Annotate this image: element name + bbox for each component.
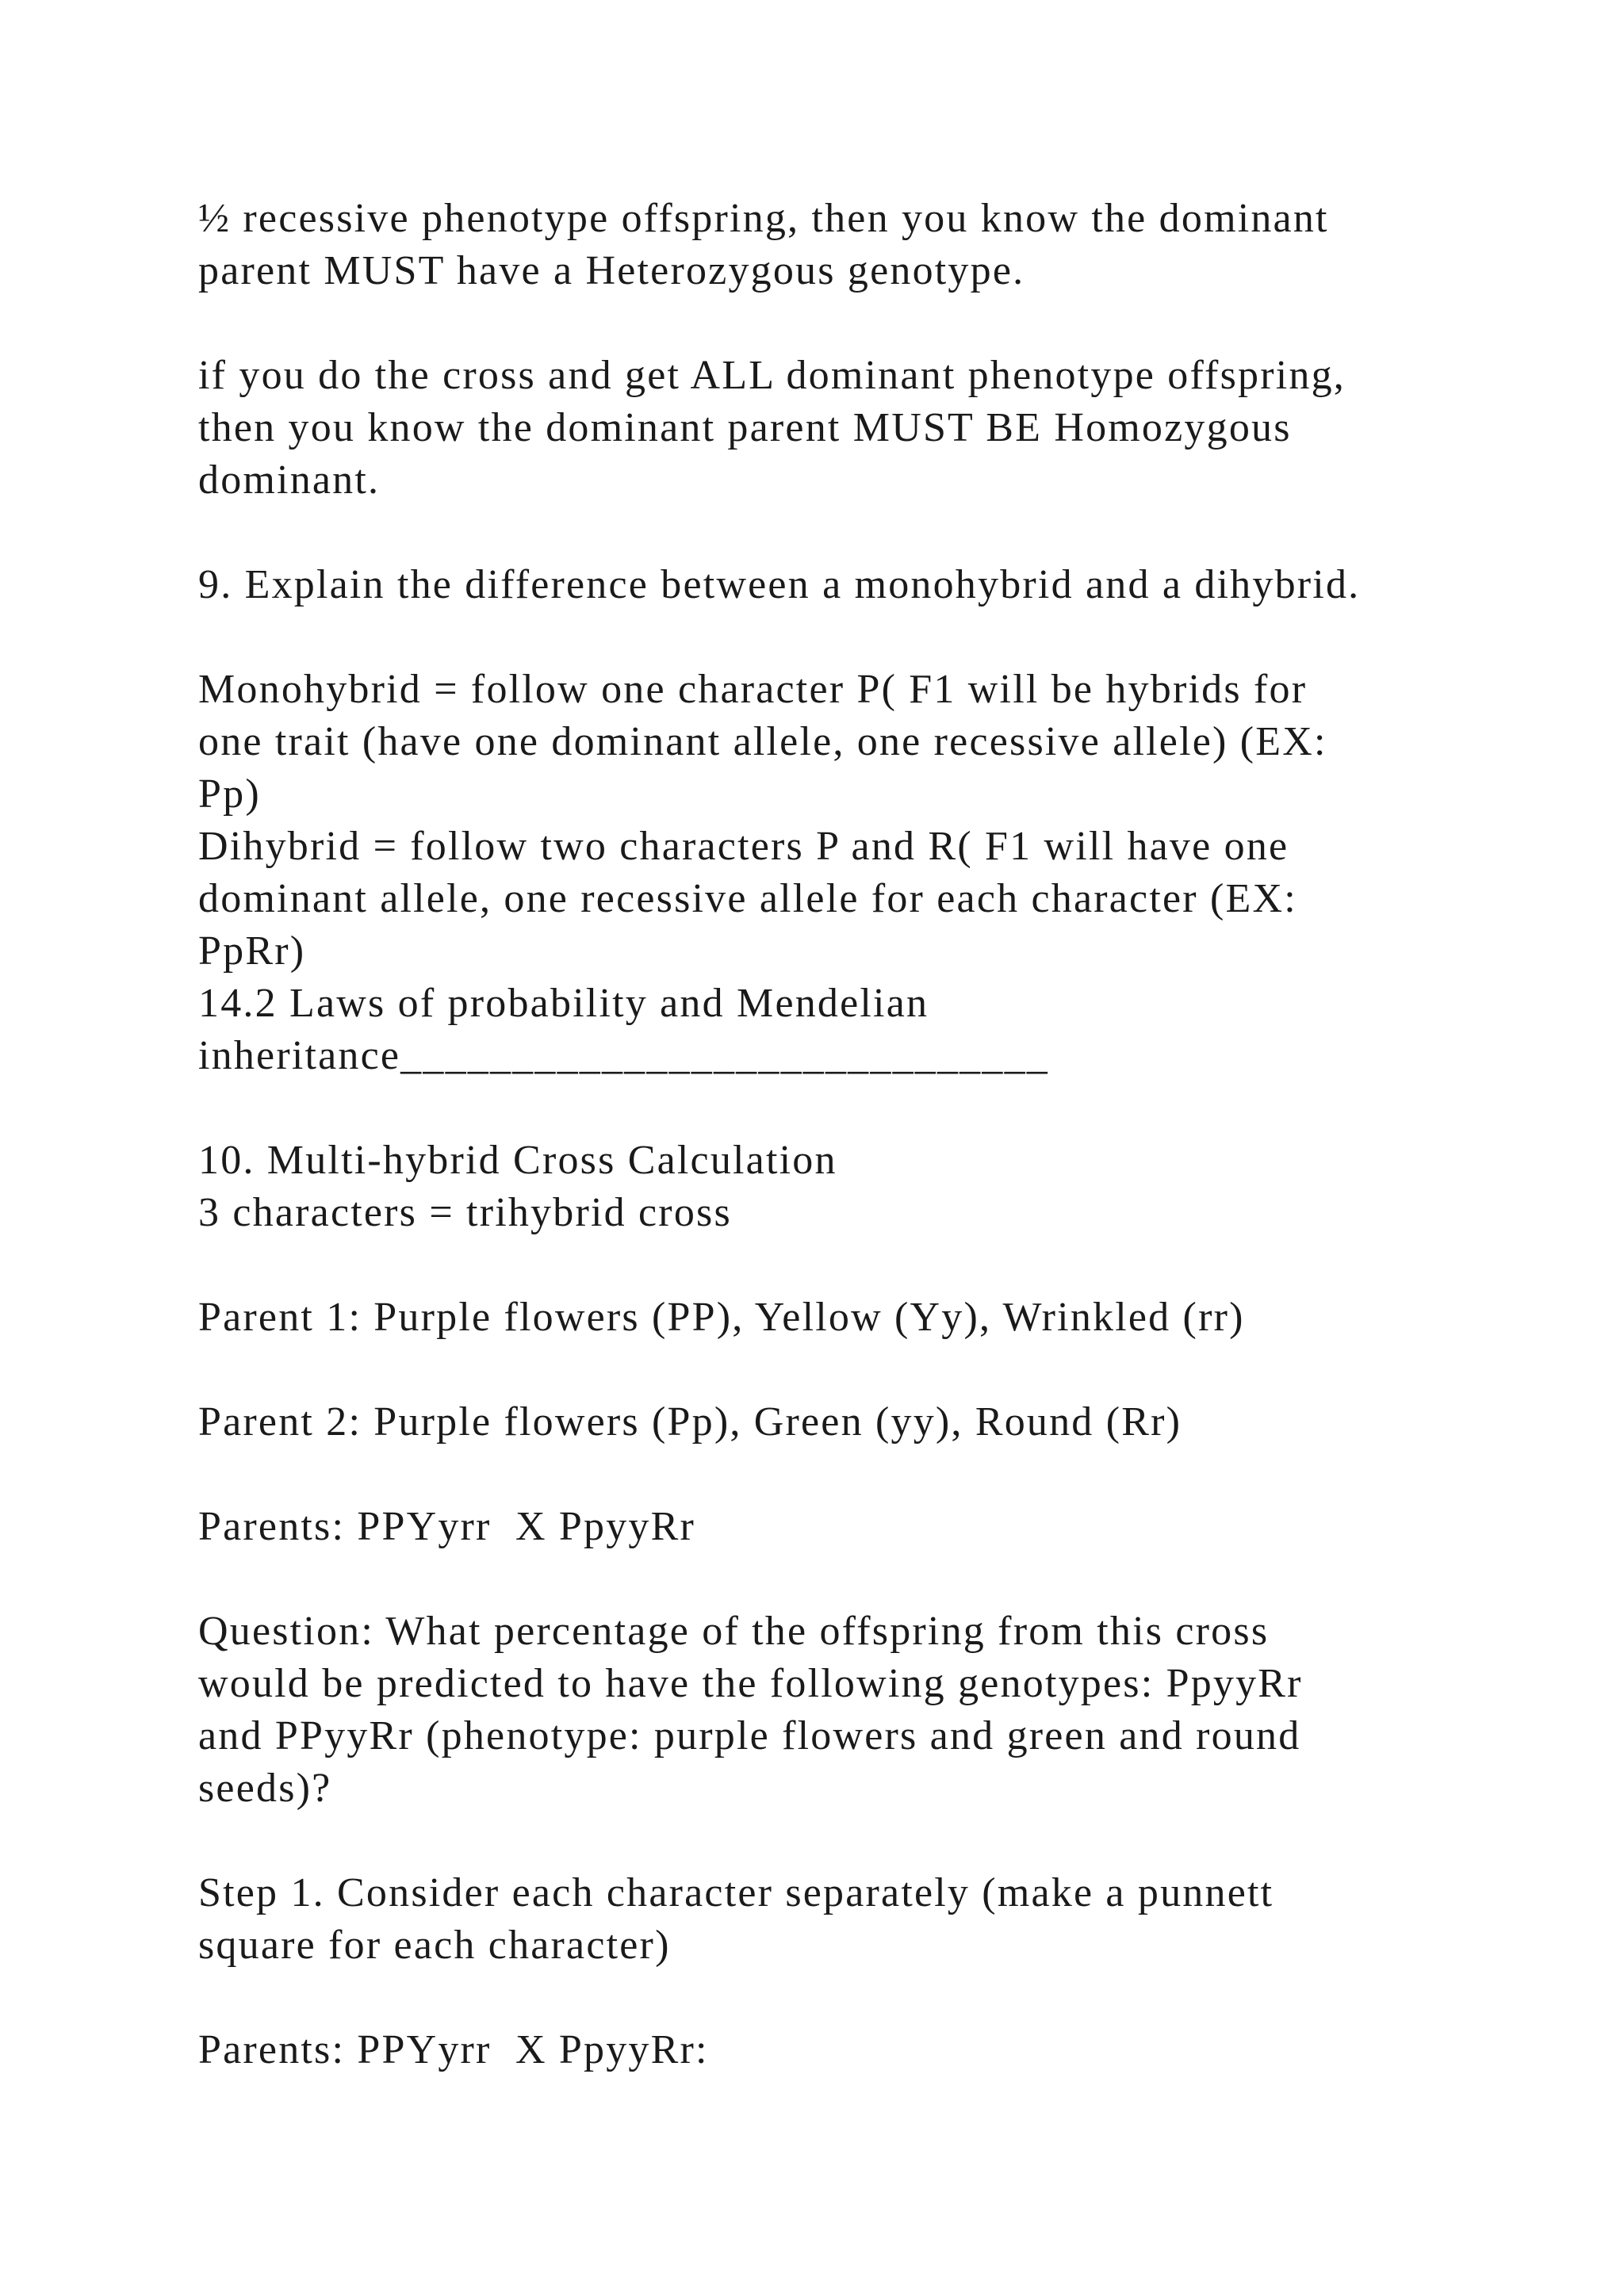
blank-line <box>198 1553 1546 1605</box>
text-line: square for each character) <box>198 1923 671 1968</box>
blank-line <box>198 297 1546 350</box>
blank-line <box>198 1972 1546 2024</box>
text-line: if you do the cross and get ALL dominant phenotype offspring, <box>198 353 1346 398</box>
text-line: Monohybrid = follow one character P( F1 will be hybrids for <box>198 667 1308 712</box>
text-line: Question: What percentage of the offspring from this cross <box>198 1609 1270 1654</box>
question-heading: 9. Explain the difference between a monohybrid and a dihybrid. <box>198 562 1361 607</box>
text-line: Parents: PPYyrr X PpyyRr: <box>198 2027 709 2072</box>
blank-line <box>198 611 1546 664</box>
text-line: PpRr) <box>198 928 306 974</box>
text-line: 3 characters = trihybrid cross <box>198 1190 732 1235</box>
section-heading: 14.2 Laws of probability and Mendelian <box>198 981 929 1026</box>
blank-line <box>198 1815 1546 1867</box>
text-line: Parent 1: Purple flowers (PP), Yellow (Yy), Wrinkled (rr) <box>198 1295 1245 1340</box>
text-line: Step 1. Consider each character separately (make a punnett <box>198 1870 1274 1915</box>
text-line: dominant. <box>198 457 381 503</box>
document-text <box>198 193 1546 2076</box>
blank-line <box>198 1344 1546 1396</box>
question-heading: 10. Multi-hybrid Cross Calculation <box>198 1138 837 1183</box>
blank-line <box>198 1239 1546 1292</box>
blank-line <box>198 1448 1546 1501</box>
blank-line <box>198 507 1546 559</box>
section-heading: inheritance_____________________________ <box>198 1033 1049 1078</box>
text-line: Dihybrid = follow two characters P and R( F1 will have one <box>198 824 1289 869</box>
text-line: dominant allele, one recessive allele for each character (EX: <box>198 876 1297 921</box>
text-line: one trait (have one dominant allele, one recessive allele) (EX: <box>198 719 1327 764</box>
text-line: Parent 2: Purple flowers (Pp), Green (yy), Round (Rr) <box>198 1399 1182 1445</box>
text-line: Pp) <box>198 771 261 817</box>
text-line: Parents: PPYyrr X PpyyRr <box>198 1504 696 1549</box>
text-line: then you know the dominant parent MUST BE Homozygous <box>198 405 1292 450</box>
blank-line <box>198 1082 1546 1135</box>
text-line: parent MUST have a Heterozygous genotype. <box>198 248 1025 293</box>
text-line: ½ recessive phenotype offspring, then you know the dominant <box>198 196 1329 241</box>
text-line: would be predicted to have the following genotypes: PpyyRr <box>198 1661 1303 1706</box>
text-line: and PPyyRr (phenotype: purple flowers and green and round <box>198 1713 1301 1758</box>
text-line: seeds)? <box>198 1766 332 1811</box>
